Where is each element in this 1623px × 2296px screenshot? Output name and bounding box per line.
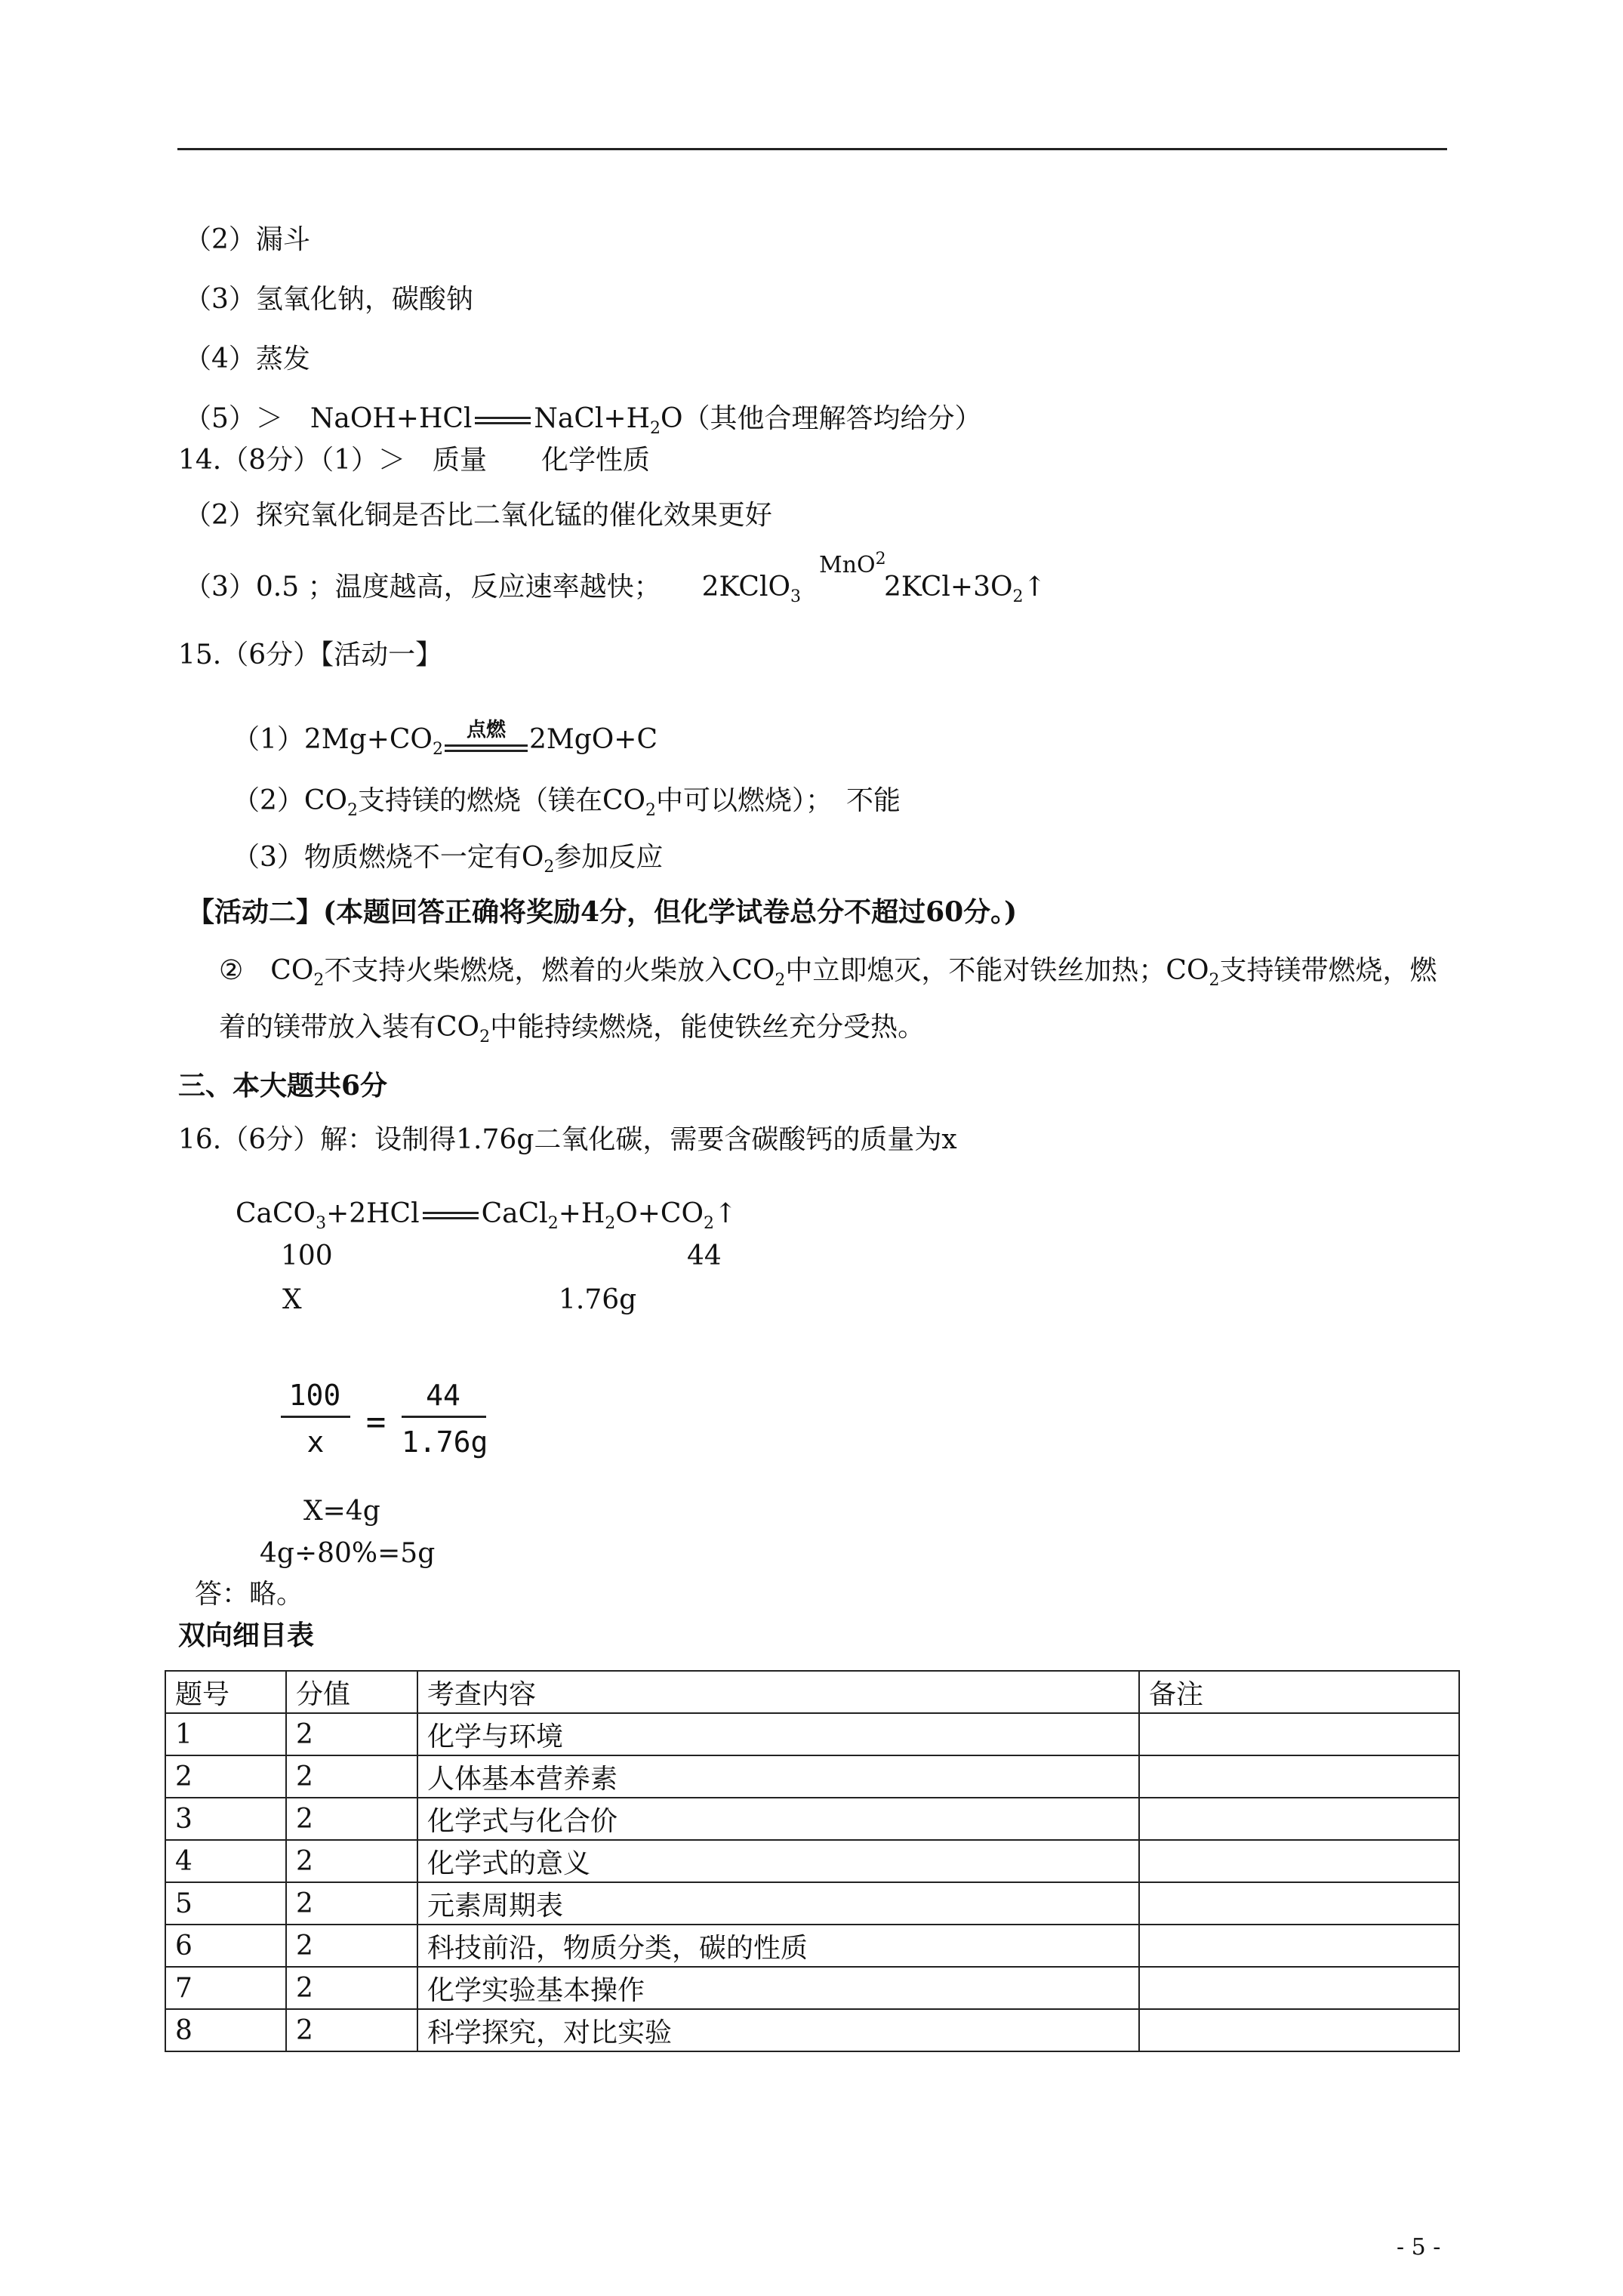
table-cell: 7 xyxy=(165,1967,286,2009)
table-cell: 元素周期表 xyxy=(417,1882,1139,1925)
answer-13-5: （5）＞ NaOH+HCl $NaCl+H_2O$（其他合理解答均给分） xyxy=(184,403,982,439)
ratio-100: 100 xyxy=(281,1240,333,1271)
fraction-right-denominator: 1.76g xyxy=(402,1425,488,1459)
equation-16: CaCO$_3$+2HCl $CaCl_2+H_2O+CO_2↑$ xyxy=(236,1198,738,1234)
answer-14-1: 14.（8分）（1）＞ 质量 化学性质 xyxy=(178,445,651,476)
ignite-condition-sign: 点燃 xyxy=(445,725,528,758)
table-cell xyxy=(1139,1882,1459,1925)
table-row xyxy=(165,1840,1459,1882)
table-cell: 人体基本营养素 xyxy=(417,1755,1139,1798)
header-cell: 分值 xyxy=(286,1671,417,1713)
header-rule xyxy=(177,148,1447,150)
answer-15-1: $(1)2Mg+CO_2$ 点燃 2MgO+C xyxy=(233,719,658,760)
catalyst-reaction-arrow: MnO$^2$ xyxy=(819,550,886,578)
page-number: - 5 - xyxy=(1397,2234,1441,2261)
header-cell: 考查内容 xyxy=(417,1671,1139,1713)
table-cell: 8 xyxy=(165,2009,286,2051)
answer-14-3: （3）0.5 ；温度越高，反应速率越快； 2KClO$_3$ MnO$^2$ $2KCl+3O_2↑$ xyxy=(184,550,1046,607)
result-x: X=4g xyxy=(303,1496,380,1527)
answer-15-3: （3）物质燃烧不一定有$O_2$参加反应 xyxy=(233,842,664,877)
table-cell xyxy=(1139,1840,1459,1882)
answer-13-3: （3）氢氧化钠，碳酸钠 xyxy=(184,284,473,315)
table-row xyxy=(165,2009,1459,2051)
table-cell: 科技前沿，物质分类，碳的性质 xyxy=(417,1925,1139,1967)
header-cell: 题号 xyxy=(165,1671,286,1713)
spec-table xyxy=(165,1670,1460,2052)
table-title: 双向细目表 xyxy=(178,1620,315,1651)
table-cell: 科学探究，对比实验 xyxy=(417,2009,1139,2051)
fraction-left-numerator: 100 xyxy=(288,1379,341,1412)
table-cell xyxy=(1139,1798,1459,1840)
table-cell: 2 xyxy=(286,1882,417,1925)
equals-sign xyxy=(423,1212,479,1219)
answer-line: 答：略。 xyxy=(195,1579,304,1610)
table-cell: 2 xyxy=(286,2009,417,2051)
header-cell: 备注 xyxy=(1139,1671,1459,1713)
table-cell: 化学式的意义 xyxy=(417,1840,1139,1882)
table-cell: 2 xyxy=(286,1840,417,1882)
answer-15-title: 15.（6分）【活动一】 xyxy=(178,639,443,670)
table-cell: 4 xyxy=(165,1840,286,1882)
fraction-equals: = xyxy=(365,1403,387,1441)
table-cell xyxy=(1139,1713,1459,1755)
table-cell: 2 xyxy=(286,1925,417,1967)
proportion-fraction xyxy=(281,1373,507,1463)
table-cell: 1 xyxy=(165,1713,286,1755)
activity-two-heading: 【活动二】(本题回答正确将奖励4分，但化学试卷总分不超过60分。) xyxy=(187,896,1018,928)
ratio-x: X xyxy=(282,1284,302,1315)
answer-16-intro: 16.（6分）解：设制得1.76g二氧化碳，需要含碳酸钙的质量为x xyxy=(178,1124,957,1155)
table-cell: 化学式与化合价 xyxy=(417,1798,1139,1840)
answer-15-2: $(2)CO_2$支持镁的燃烧（镁在$CO_2$中可以燃烧）； 不能 xyxy=(233,785,901,821)
table-cell: 5 xyxy=(165,1882,286,1925)
table-header-row xyxy=(165,1671,1459,1713)
table-cell: 6 xyxy=(165,1925,286,1967)
ratio-176: 1.76g xyxy=(559,1284,637,1315)
table-row xyxy=(165,1882,1459,1925)
table-row xyxy=(165,1967,1459,2009)
table-cell: 2 xyxy=(165,1755,286,1798)
table-cell xyxy=(1139,1755,1459,1798)
result-division: 4g÷80%=5g xyxy=(260,1538,436,1569)
table-cell: 化学与环境 xyxy=(417,1713,1139,1755)
table-cell: 2 xyxy=(286,1798,417,1840)
table-row xyxy=(165,1755,1459,1798)
equals-sign xyxy=(475,417,531,424)
table-cell: 2 xyxy=(286,1755,417,1798)
fraction-right-numerator: 44 xyxy=(426,1379,460,1412)
table-row xyxy=(165,1713,1459,1755)
answer-13-4: （4）蒸发 xyxy=(184,344,310,374)
ratio-44: 44 xyxy=(687,1240,722,1271)
activity-two-para-2: 着的镁带放入装有$CO_2$中能持续燃烧，能使铁丝充分受热。 xyxy=(219,1012,925,1047)
table-cell xyxy=(1139,1967,1459,2009)
table-cell: 2 xyxy=(286,1967,417,2009)
table-cell: 2 xyxy=(286,1713,417,1755)
fraction-right-bar xyxy=(402,1416,486,1418)
fraction-left-bar xyxy=(281,1416,350,1418)
section-three-heading: 三、本大题共6分 xyxy=(178,1070,388,1102)
table-cell: 化学实验基本操作 xyxy=(417,1967,1139,2009)
table-cell xyxy=(1139,2009,1459,2051)
table-row xyxy=(165,1925,1459,1967)
table-cell xyxy=(1139,1925,1459,1967)
activity-two-para-1: ② $CO_2$不支持火柴燃烧，燃着的火柴放入$CO_2$中立即熄灭，不能对铁丝加热；$CO_2$支持镁带燃烧，燃 xyxy=(219,955,1437,991)
table-cell: 3 xyxy=(165,1798,286,1840)
table-row xyxy=(165,1798,1459,1840)
fraction-left-denominator: x xyxy=(306,1425,325,1459)
answer-14-2: （2）探究氧化铜是否比二氧化锰的催化效果更好 xyxy=(184,500,772,531)
answer-13-2: （2）漏斗 xyxy=(184,224,310,255)
